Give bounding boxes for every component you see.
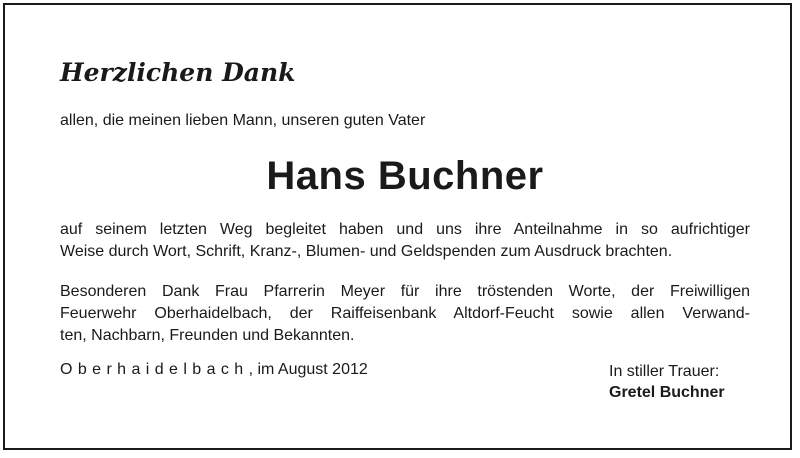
mourning-signature: [609, 361, 725, 403]
paragraph-line: ten, Nachbarn, Freunden und Bekannten.: [60, 327, 355, 344]
mourning-label: In stiller Trauer:: [609, 363, 720, 380]
paragraph-line: Feuerwehr Oberhaidelbach, der Raiffeisenbank Altdorf-Feucht sowie allen Verwand-: [60, 305, 750, 322]
thanks-paragraph-2: [60, 281, 750, 347]
place-and-date: [60, 361, 368, 379]
place-name: Oberhaidelbach: [60, 361, 249, 378]
signer-name: Gretel Buchner: [609, 384, 725, 401]
deceased-name: Hans Buchner: [266, 154, 544, 198]
date-text: , im August 2012: [248, 361, 368, 378]
thanks-paragraph-1: [60, 219, 750, 263]
paragraph-line: Besonderen Dank Frau Pfarrerin Meyer für ihre tröstenden Worte, der Freiwilligen: [60, 283, 750, 300]
notice-heading: Herzlichen Dank: [60, 58, 296, 87]
intro-line: allen, die meinen lieben Mann, unseren guten Vater: [60, 112, 426, 129]
paragraph-line: Weise durch Wort, Schrift, Kranz-, Blumen- und Geldspenden zum Ausdruck brachten.: [60, 243, 673, 260]
paragraph-line: auf seinem letzten Weg begleitet haben und uns ihre Anteilnahme in so aufrichtiger: [60, 221, 750, 238]
